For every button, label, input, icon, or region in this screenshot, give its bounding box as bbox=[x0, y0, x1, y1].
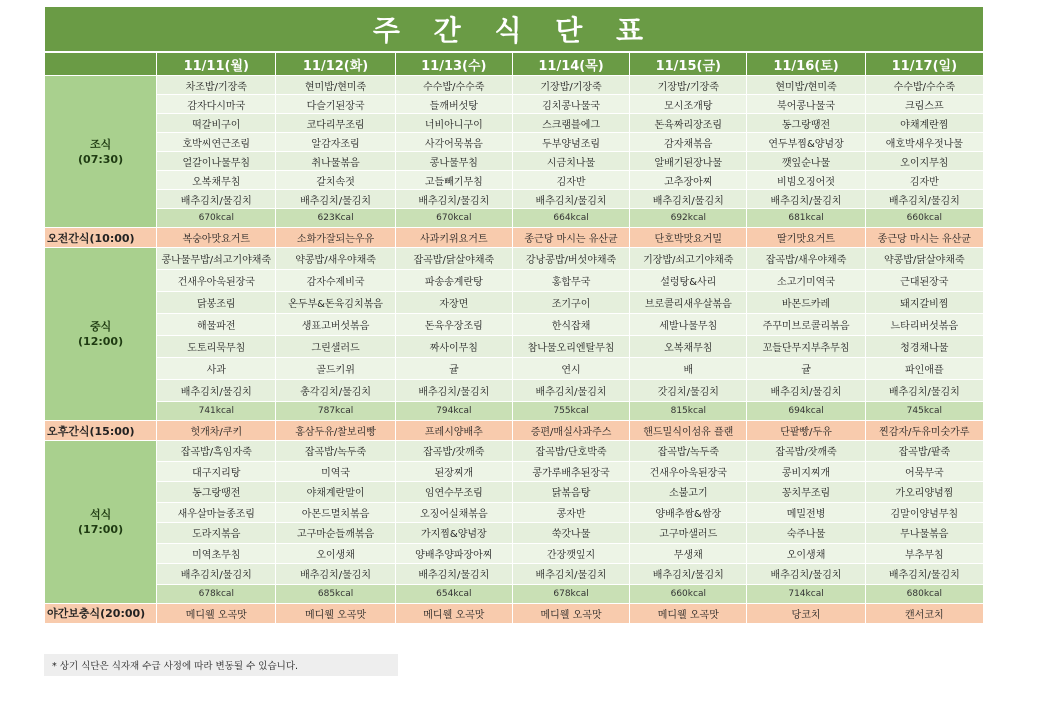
dinner-label bbox=[45, 441, 157, 604]
menu-cell: 시금치나물 bbox=[512, 152, 629, 171]
menu-cell: 사과 bbox=[157, 358, 276, 380]
menu-cell: 감자채볶음 bbox=[630, 133, 747, 152]
menu-cell: 파송송계란탕 bbox=[395, 270, 512, 292]
breakfast-name: 조식 bbox=[89, 137, 112, 151]
menu-cell: 돈육짜리장조림 bbox=[630, 114, 747, 133]
menu-cell: 김자반 bbox=[865, 171, 983, 190]
menu-cell: 한식잡채 bbox=[512, 314, 629, 336]
menu-cell: 잡곡밥/녹두죽 bbox=[630, 441, 747, 462]
menu-cell: 연시 bbox=[512, 358, 629, 380]
menu-cell: 콩나물무침 bbox=[395, 152, 512, 171]
menu-cell: 자장면 bbox=[395, 292, 512, 314]
snack-cell: 핸드밀식이섬유 플랜 bbox=[630, 421, 747, 441]
menu-cell: 돈육우장조림 bbox=[395, 314, 512, 336]
snack-cell: 메디웰 오곡맛 bbox=[512, 603, 629, 623]
menu-cell: 고구마샐러드 bbox=[630, 523, 747, 544]
dinner-time: (17:00) bbox=[78, 522, 124, 536]
menu-cell: 가오리양념찜 bbox=[865, 482, 983, 503]
snack-cell: 프레시양배추 bbox=[395, 421, 512, 441]
menu-cell: 배추김치/물김치 bbox=[512, 380, 629, 402]
snack-cell: 단팥빵/두유 bbox=[747, 421, 865, 441]
kcal-cell: 670kcal bbox=[157, 209, 276, 228]
menu-cell: 꼬들단무지부추무침 bbox=[747, 336, 865, 358]
date-header: 11/14(목) bbox=[512, 53, 629, 76]
menu-cell: 배 bbox=[630, 358, 747, 380]
snack-cell: 찐감자/두유미숫가루 bbox=[865, 421, 983, 441]
menu-cell: 김말이양념무침 bbox=[865, 502, 983, 523]
menu-cell: 콩나물무밥/쇠고기야채죽 bbox=[157, 248, 276, 270]
footnote: * 상기 식단은 식자재 수급 사정에 따라 변동될 수 있습니다. bbox=[44, 654, 398, 676]
menu-cell: 배추김치/물김치 bbox=[395, 564, 512, 585]
snack-cell: 사과키위요거트 bbox=[395, 228, 512, 248]
menu-cell: 오복채무침 bbox=[157, 171, 276, 190]
snack-cell: 소화가잘되는우유 bbox=[276, 228, 395, 248]
menu-cell: 배추김치/물김치 bbox=[157, 380, 276, 402]
menu-cell: 너비아니구이 bbox=[395, 114, 512, 133]
menu-cell: 배추김치/물김치 bbox=[747, 190, 865, 209]
menu-cell: 닭볶음탕 bbox=[512, 482, 629, 503]
kcal-cell: 714kcal bbox=[747, 584, 865, 603]
kcal-cell: 660kcal bbox=[630, 584, 747, 603]
lunch-label bbox=[45, 248, 157, 421]
menu-cell: 배추김치/물김치 bbox=[865, 564, 983, 585]
lunch-time: (12:00) bbox=[78, 335, 124, 348]
menu-cell: 해물파전 bbox=[157, 314, 276, 336]
dinner-row bbox=[45, 482, 984, 503]
menu-cell: 스크램블에그 bbox=[512, 114, 629, 133]
menu-cell: 배추김치/물김치 bbox=[395, 380, 512, 402]
menu-cell: 잡곡밥/잣깨죽 bbox=[747, 441, 865, 462]
dinner-row bbox=[45, 502, 984, 523]
kcal-cell: 815kcal bbox=[630, 402, 747, 421]
kcal-cell: 678kcal bbox=[512, 584, 629, 603]
date-header: 11/12(화) bbox=[276, 53, 395, 76]
menu-cell: 오복채무침 bbox=[630, 336, 747, 358]
menu-cell: 오징어실채볶음 bbox=[395, 502, 512, 523]
menu-cell: 잡곡밥/녹두죽 bbox=[276, 441, 395, 462]
menu-cell: 오이생채 bbox=[276, 543, 395, 564]
menu-cell: 파인애플 bbox=[865, 358, 983, 380]
menu-cell: 얼갈이나물무침 bbox=[157, 152, 276, 171]
snack-cell: 캔서코치 bbox=[865, 603, 983, 623]
lunch-kcal-row bbox=[45, 402, 984, 421]
menu-cell: 바몬드카레 bbox=[747, 292, 865, 314]
menu-cell: 알배기된장나물 bbox=[630, 152, 747, 171]
menu-cell: 가지찜&양념장 bbox=[395, 523, 512, 544]
kcal-cell: 660kcal bbox=[865, 209, 983, 228]
kcal-cell: 681kcal bbox=[747, 209, 865, 228]
menu-cell: 브로콜리새우살볶음 bbox=[630, 292, 747, 314]
menu-cell: 오이생채 bbox=[747, 543, 865, 564]
kcal-cell: 664kcal bbox=[512, 209, 629, 228]
dinner-kcal-row bbox=[45, 584, 984, 603]
menu-cell: 참나물오리엔탈무침 bbox=[512, 336, 629, 358]
menu-cell: 고추장아찌 bbox=[630, 171, 747, 190]
snack-cell: 메디웰 오곡맛 bbox=[157, 603, 276, 623]
kcal-cell: 654kcal bbox=[395, 584, 512, 603]
menu-cell: 배추김치/물김치 bbox=[276, 564, 395, 585]
dinner-row bbox=[45, 543, 984, 564]
menu-cell: 모시조개탕 bbox=[630, 95, 747, 114]
menu-cell: 사각어묵볶음 bbox=[395, 133, 512, 152]
menu-cell: 호박씨연근조림 bbox=[157, 133, 276, 152]
menu-cell: 동그랑땡전 bbox=[747, 114, 865, 133]
pm_snack-row bbox=[45, 421, 984, 441]
kcal-cell: 794kcal bbox=[395, 402, 512, 421]
page-title: 주 간 식 단 표 bbox=[44, 6, 984, 52]
menu-cell: 연두부찜&양념장 bbox=[747, 133, 865, 152]
menu-cell: 홍합무국 bbox=[512, 270, 629, 292]
kcal-cell: 741kcal bbox=[157, 402, 276, 421]
menu-cell: 취나물볶음 bbox=[276, 152, 395, 171]
menu-cell: 청경채나물 bbox=[865, 336, 983, 358]
weekly-menu bbox=[44, 6, 984, 624]
menu-cell: 숙주나물 bbox=[747, 523, 865, 544]
lunch-row bbox=[45, 270, 984, 292]
menu-cell: 도라지볶음 bbox=[157, 523, 276, 544]
kcal-cell: 755kcal bbox=[512, 402, 629, 421]
menu-cell: 배추김치/물김치 bbox=[157, 190, 276, 209]
snack-cell: 종근당 마시는 유산균 bbox=[512, 228, 629, 248]
menu-cell: 갈치속젓 bbox=[276, 171, 395, 190]
dinner-row bbox=[45, 564, 984, 585]
menu-cell: 현미밥/현미죽 bbox=[747, 76, 865, 95]
kcal-cell: 685kcal bbox=[276, 584, 395, 603]
menu-cell: 콩가루배추된장국 bbox=[512, 461, 629, 482]
menu-cell: 배추김치/물김치 bbox=[747, 380, 865, 402]
snack-cell: 헛개차/쿠키 bbox=[157, 421, 276, 441]
pm_snack-label: 오후간식(15:00) bbox=[45, 421, 157, 441]
menu-cell: 그린샐러드 bbox=[276, 336, 395, 358]
menu-cell: 건새우아욱된장국 bbox=[630, 461, 747, 482]
menu-cell: 설렁탕&사리 bbox=[630, 270, 747, 292]
snack-cell: 메디웰 오곡맛 bbox=[630, 603, 747, 623]
date-header: 11/15(금) bbox=[630, 53, 747, 76]
menu-cell: 현미밥/현미죽 bbox=[276, 76, 395, 95]
menu-cell: 갓김치/물김치 bbox=[630, 380, 747, 402]
menu-cell: 애호박새우젓나물 bbox=[865, 133, 983, 152]
menu-cell: 배추김치/물김치 bbox=[747, 564, 865, 585]
am_snack-label: 오전간식(10:00) bbox=[45, 228, 157, 248]
snack-cell: 종근당 마시는 유산균 bbox=[865, 228, 983, 248]
menu-cell: 고구마순들깨볶음 bbox=[276, 523, 395, 544]
menu-cell: 미역초무침 bbox=[157, 543, 276, 564]
menu-cell: 수수밥/수수죽 bbox=[865, 76, 983, 95]
menu-cell: 북어콩나물국 bbox=[747, 95, 865, 114]
menu-cell: 잡곡밥/닭살야채죽 bbox=[395, 248, 512, 270]
menu-cell: 생표고버섯볶음 bbox=[276, 314, 395, 336]
breakfast-row bbox=[45, 190, 984, 209]
menu-cell: 양배추양파장아찌 bbox=[395, 543, 512, 564]
menu-cell: 잡곡밥/흑임자죽 bbox=[157, 441, 276, 462]
dinner-row bbox=[45, 461, 984, 482]
menu-cell: 배추김치/물김치 bbox=[865, 380, 983, 402]
kcal-cell: 680kcal bbox=[865, 584, 983, 603]
kcal-cell: 670kcal bbox=[395, 209, 512, 228]
header-corner bbox=[45, 53, 157, 76]
menu-cell: 된장찌개 bbox=[395, 461, 512, 482]
menu-cell: 메밀전병 bbox=[747, 502, 865, 523]
menu-cell: 코다리무조림 bbox=[276, 114, 395, 133]
menu-cell: 꽁치무조림 bbox=[747, 482, 865, 503]
menu-cell: 두부양념조림 bbox=[512, 133, 629, 152]
menu-cell: 양배추쌈&쌈장 bbox=[630, 502, 747, 523]
menu-cell: 느타리버섯볶음 bbox=[865, 314, 983, 336]
menu-cell: 도토리묵무침 bbox=[157, 336, 276, 358]
menu-cell: 약콩밥/닭살야채죽 bbox=[865, 248, 983, 270]
menu-cell: 대구지리탕 bbox=[157, 461, 276, 482]
date-header: 11/11(월) bbox=[157, 53, 276, 76]
menu-cell: 무나물볶음 bbox=[865, 523, 983, 544]
menu-cell: 알감자조림 bbox=[276, 133, 395, 152]
breakfast-row bbox=[45, 133, 984, 152]
menu-cell: 들깨버섯탕 bbox=[395, 95, 512, 114]
snack-cell: 메디웰 오곡맛 bbox=[276, 603, 395, 623]
menu-cell: 배추김치/물김치 bbox=[395, 190, 512, 209]
menu-cell: 깻잎순나물 bbox=[747, 152, 865, 171]
lunch-row bbox=[45, 292, 984, 314]
dinner-name: 석식 bbox=[89, 507, 112, 521]
menu-cell: 차조밥/기장죽 bbox=[157, 76, 276, 95]
date-header: 11/16(토) bbox=[747, 53, 865, 76]
menu-cell: 귤 bbox=[747, 358, 865, 380]
menu-cell: 소불고기 bbox=[630, 482, 747, 503]
kcal-cell: 623Kcal bbox=[276, 209, 395, 228]
menu-cell: 간장깻잎지 bbox=[512, 543, 629, 564]
breakfast-label bbox=[45, 76, 157, 228]
menu-cell: 다슬기된장국 bbox=[276, 95, 395, 114]
kcal-cell: 678kcal bbox=[157, 584, 276, 603]
menu-cell: 오이지무침 bbox=[865, 152, 983, 171]
menu-cell: 배추김치/물김치 bbox=[512, 564, 629, 585]
menu-cell: 크림스프 bbox=[865, 95, 983, 114]
menu-cell: 콩비지찌개 bbox=[747, 461, 865, 482]
lunch-row bbox=[45, 248, 984, 270]
lunch-row bbox=[45, 380, 984, 402]
menu-cell: 새우살마늘종조림 bbox=[157, 502, 276, 523]
menu-cell: 소고기미역국 bbox=[747, 270, 865, 292]
menu-cell: 아몬드멸치볶음 bbox=[276, 502, 395, 523]
breakfast-kcal-row bbox=[45, 209, 984, 228]
kcal-cell: 692kcal bbox=[630, 209, 747, 228]
menu-cell: 온두부&돈육김치볶음 bbox=[276, 292, 395, 314]
menu-cell: 조기구이 bbox=[512, 292, 629, 314]
kcal-cell: 745kcal bbox=[865, 402, 983, 421]
snack-cell: 복숭아맛요거트 bbox=[157, 228, 276, 248]
menu-cell: 야채계란말이 bbox=[276, 482, 395, 503]
menu-cell: 김치콩나물국 bbox=[512, 95, 629, 114]
menu-cell: 미역국 bbox=[276, 461, 395, 482]
date-header: 11/13(수) bbox=[395, 53, 512, 76]
snack-cell: 홍삼두유/찰보리빵 bbox=[276, 421, 395, 441]
lunch-row bbox=[45, 314, 984, 336]
menu-cell: 임연수무조림 bbox=[395, 482, 512, 503]
snack-cell: 당코치 bbox=[747, 603, 865, 623]
dinner-row bbox=[45, 523, 984, 544]
menu-cell: 떡갈비구이 bbox=[157, 114, 276, 133]
menu-cell: 배추김치/물김치 bbox=[512, 190, 629, 209]
menu-cell: 무생채 bbox=[630, 543, 747, 564]
menu-cell: 동그랑땡전 bbox=[157, 482, 276, 503]
breakfast-row bbox=[45, 95, 984, 114]
menu-cell: 기장밥/기장죽 bbox=[630, 76, 747, 95]
breakfast-row bbox=[45, 171, 984, 190]
menu-cell: 귤 bbox=[395, 358, 512, 380]
menu-cell: 강낭콩밥/버섯야채죽 bbox=[512, 248, 629, 270]
menu-cell: 콩자반 bbox=[512, 502, 629, 523]
menu-cell: 기장밥/기장죽 bbox=[512, 76, 629, 95]
breakfast-row bbox=[45, 152, 984, 171]
menu-cell: 김자반 bbox=[512, 171, 629, 190]
date-header: 11/17(일) bbox=[865, 53, 983, 76]
menu-cell: 어묵무국 bbox=[865, 461, 983, 482]
lunch-name: 중식 bbox=[89, 320, 112, 333]
menu-cell: 돼지갈비찜 bbox=[865, 292, 983, 314]
menu-cell: 쑥갓나물 bbox=[512, 523, 629, 544]
menu-cell: 비빔오징어젓 bbox=[747, 171, 865, 190]
lunch-row bbox=[45, 358, 984, 380]
snack-cell: 메디웰 오곡맛 bbox=[395, 603, 512, 623]
menu-cell: 배추김치/물김치 bbox=[865, 190, 983, 209]
menu-cell: 기장밥/쇠고기야채죽 bbox=[630, 248, 747, 270]
breakfast-time: (07:30) bbox=[78, 152, 124, 166]
menu-table bbox=[44, 52, 984, 624]
breakfast-row bbox=[45, 76, 984, 95]
snack-cell: 단호박맛요거밀 bbox=[630, 228, 747, 248]
menu-cell: 감자수제비국 bbox=[276, 270, 395, 292]
breakfast-row bbox=[45, 114, 984, 133]
kcal-cell: 694kcal bbox=[747, 402, 865, 421]
date-header-row bbox=[45, 53, 984, 76]
dinner-row bbox=[45, 441, 984, 462]
menu-cell: 부추무침 bbox=[865, 543, 983, 564]
menu-cell: 닭봉조림 bbox=[157, 292, 276, 314]
menu-cell: 세발나물무침 bbox=[630, 314, 747, 336]
menu-cell: 배추김치/물김치 bbox=[157, 564, 276, 585]
menu-cell: 야채계란찜 bbox=[865, 114, 983, 133]
menu-cell: 고들빼기무침 bbox=[395, 171, 512, 190]
night_snack-label: 야간보충식(20:00) bbox=[45, 603, 157, 623]
night_snack-row bbox=[45, 603, 984, 623]
menu-cell: 잡곡밥/잣깨죽 bbox=[395, 441, 512, 462]
menu-cell: 배추김치/물김치 bbox=[630, 564, 747, 585]
menu-cell: 잡곡밥/팥죽 bbox=[865, 441, 983, 462]
menu-cell: 약콩밥/새우야채죽 bbox=[276, 248, 395, 270]
menu-cell: 배추김치/물김치 bbox=[276, 190, 395, 209]
menu-cell: 잡곡밥/새우야채죽 bbox=[747, 248, 865, 270]
lunch-row bbox=[45, 336, 984, 358]
menu-cell: 짜사이무침 bbox=[395, 336, 512, 358]
menu-cell: 배추김치/물김치 bbox=[630, 190, 747, 209]
menu-cell: 근대된장국 bbox=[865, 270, 983, 292]
snack-cell: 증편/매실사과주스 bbox=[512, 421, 629, 441]
menu-cell: 수수밥/수수죽 bbox=[395, 76, 512, 95]
snack-cell: 딸기맛요거트 bbox=[747, 228, 865, 248]
menu-cell: 잡곡밥/단호박죽 bbox=[512, 441, 629, 462]
am_snack-row bbox=[45, 228, 984, 248]
menu-cell: 감자다시마국 bbox=[157, 95, 276, 114]
kcal-cell: 787kcal bbox=[276, 402, 395, 421]
menu-cell: 주꾸미브로콜리볶음 bbox=[747, 314, 865, 336]
menu-cell: 건새우아욱된장국 bbox=[157, 270, 276, 292]
menu-cell: 골드키위 bbox=[276, 358, 395, 380]
menu-cell: 총각김치/물김치 bbox=[276, 380, 395, 402]
